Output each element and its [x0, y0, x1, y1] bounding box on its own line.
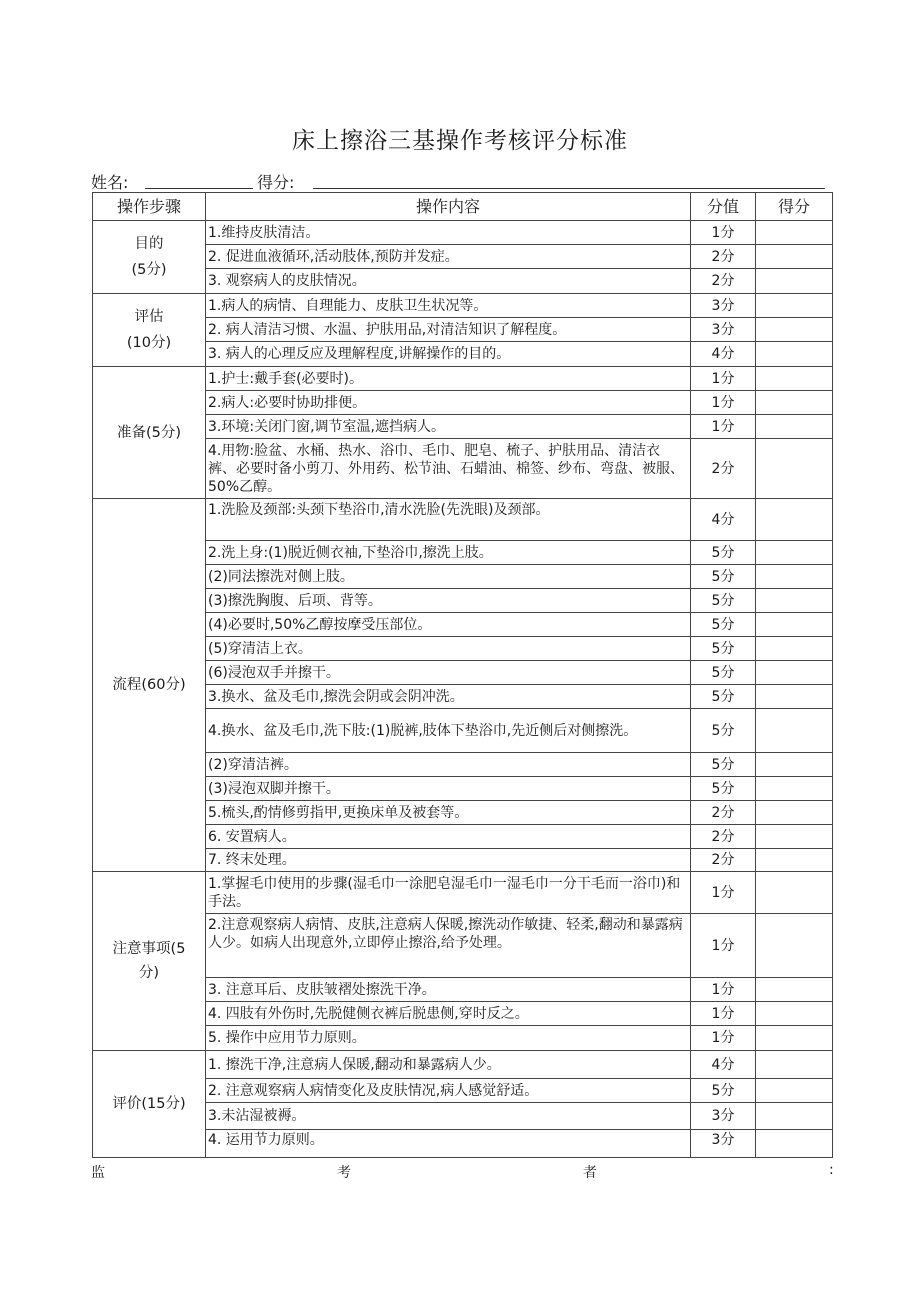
- score-cell[interactable]: [756, 872, 833, 914]
- row-content: 4. 运用节力原则。: [206, 1130, 691, 1158]
- footer-char: :: [829, 1162, 834, 1178]
- step-evaluate: 评价(15分): [93, 1051, 206, 1158]
- row-content: 2. 注意观察病人病情变化及皮肤情况,病人感觉舒适。: [206, 1079, 691, 1103]
- step-label: 分): [138, 965, 160, 981]
- step-prepare: 准备(5分): [93, 367, 206, 499]
- row-content: (6)浸泡双手并擦干。: [206, 661, 691, 685]
- row-points: 5分: [691, 1079, 756, 1103]
- step-notice: [93, 872, 206, 1051]
- step-assess: [93, 294, 206, 367]
- score-cell[interactable]: [756, 1002, 833, 1026]
- row-content: (4)必要时,50%乙醇按摩受压部位。: [206, 613, 691, 637]
- row-points: 2分: [691, 825, 756, 849]
- row-content: 3.环境:关闭门窗,调节室温,遮挡病人。: [206, 415, 691, 439]
- row-points: 5分: [691, 565, 756, 589]
- row-points: 2分: [691, 245, 756, 269]
- row-points: 4分: [691, 1051, 756, 1079]
- name-label: 姓名:: [91, 173, 129, 192]
- score-cell[interactable]: [756, 1103, 833, 1130]
- row-content: 4.用物:脸盆、水桶、热水、浴巾、毛巾、肥皂、梳子、护肤用品、清洁衣裤、必要时备小剪刀、外用药、松节油、石蜡油、棉签、纱布、弯盘、被服、50%乙醇。: [206, 439, 691, 499]
- row-content: 2.病人:必要时协助排便。: [206, 391, 691, 415]
- row-points: 5分: [691, 637, 756, 661]
- score-cell[interactable]: [756, 415, 833, 439]
- score-cell[interactable]: [756, 269, 833, 294]
- score-cell[interactable]: [756, 245, 833, 269]
- row-content: 2.注意观察病人病情、皮肤,注意病人保暖,擦洗动作敏捷、轻柔,翻动和暴露病人少。如病人出现意外,立即停止擦浴,给予处理。: [206, 914, 691, 978]
- score-label: 得分:: [257, 173, 295, 192]
- score-cell[interactable]: [756, 849, 833, 872]
- row-points: 1分: [691, 872, 756, 914]
- score-cell[interactable]: [756, 541, 833, 565]
- row-content: 1. 擦洗干净,注意病人保暖,翻动和暴露病人少。: [206, 1051, 691, 1079]
- footer-char: 考: [337, 1165, 351, 1181]
- step-label: (10分): [126, 335, 172, 351]
- header-step: 操作步骤: [93, 193, 206, 221]
- row-content: (2)穿清洁裤。: [206, 753, 691, 777]
- step-label: 评估: [134, 309, 164, 325]
- step-purpose: [93, 221, 206, 294]
- header-content: 操作内容: [206, 193, 691, 221]
- page-title: 床上擦浴三基操作考核评分标准: [292, 128, 628, 154]
- score-cell[interactable]: [756, 1051, 833, 1079]
- score-cell[interactable]: [756, 753, 833, 777]
- score-cell[interactable]: [756, 565, 833, 589]
- scoring-table: [92, 192, 833, 1158]
- score-field-line[interactable]: [313, 188, 825, 189]
- row-points: 1分: [691, 914, 756, 978]
- step-label: (5分): [131, 262, 167, 278]
- score-cell[interactable]: [756, 613, 833, 637]
- header-got: 得分: [756, 193, 833, 221]
- footer-char: 监: [91, 1165, 105, 1181]
- step-label: 注意事项(5: [112, 941, 186, 957]
- row-points: 5分: [691, 709, 756, 753]
- score-cell[interactable]: [756, 777, 833, 801]
- table-row: [93, 872, 833, 914]
- score-cell[interactable]: [756, 499, 833, 541]
- name-field-line[interactable]: [145, 188, 253, 189]
- table-row: [93, 221, 833, 245]
- row-content: 1.掌握毛巾使用的步骤(湿毛巾一涂肥皂湿毛巾一湿毛巾一分干毛而一浴巾)和手法。: [206, 872, 691, 914]
- row-content: 4.换水、盆及毛巾,洗下肢:(1)脱裤,肢体下垫浴巾,先近侧后对侧擦洗。: [206, 709, 691, 753]
- score-cell[interactable]: [756, 801, 833, 825]
- header-points: 分值: [691, 193, 756, 221]
- row-points: 5分: [691, 777, 756, 801]
- score-cell[interactable]: [756, 661, 833, 685]
- row-content: 2.洗上身:(1)脱近侧衣袖,下垫浴巾,擦洗上肢。: [206, 541, 691, 565]
- row-points: 1分: [691, 221, 756, 245]
- row-content: 5.梳头,酌情修剪指甲,更换床单及被套等。: [206, 801, 691, 825]
- row-content: 2. 促进血液循环,活动肢体,预防并发症。: [206, 245, 691, 269]
- row-points: 1分: [691, 391, 756, 415]
- row-points: 3分: [691, 318, 756, 342]
- score-cell[interactable]: [756, 439, 833, 499]
- step-label: 目的: [134, 236, 164, 252]
- row-points: 5分: [691, 685, 756, 709]
- row-content: (3)浸泡双脚并擦干。: [206, 777, 691, 801]
- score-cell[interactable]: [756, 294, 833, 318]
- score-cell[interactable]: [756, 1079, 833, 1103]
- row-content: (3)擦洗胸腹、后项、背等。: [206, 589, 691, 613]
- score-cell[interactable]: [756, 978, 833, 1002]
- score-cell[interactable]: [756, 637, 833, 661]
- row-points: 2分: [691, 801, 756, 825]
- row-content: 4. 四肢有外伤时,先脱健侧衣裤后脱患侧,穿时反之。: [206, 1002, 691, 1026]
- row-points: 5分: [691, 589, 756, 613]
- row-content: (2)同法擦洗对侧上肢。: [206, 565, 691, 589]
- row-points: 2分: [691, 849, 756, 872]
- row-points: 5分: [691, 753, 756, 777]
- score-cell[interactable]: [756, 367, 833, 391]
- row-points: 2分: [691, 269, 756, 294]
- row-content: 3. 注意耳后、皮肤皱褶处擦洗干净。: [206, 978, 691, 1002]
- score-cell[interactable]: [756, 685, 833, 709]
- row-content: 1.护士:戴手套(必要时)。: [206, 367, 691, 391]
- row-points: 5分: [691, 541, 756, 565]
- score-cell[interactable]: [756, 825, 833, 849]
- table-row: [93, 367, 833, 391]
- row-points: 4分: [691, 342, 756, 367]
- footer-char: 者: [583, 1165, 597, 1181]
- row-content: 6. 安置病人。: [206, 825, 691, 849]
- row-points: 1分: [691, 1002, 756, 1026]
- score-cell[interactable]: [756, 1130, 833, 1158]
- row-points: 1分: [691, 415, 756, 439]
- score-cell[interactable]: [756, 342, 833, 367]
- row-content: 1.洗脸及颈部:头颈下垫浴巾,清水洗脸(先洗眼)及颈部。: [206, 499, 691, 541]
- row-points: 2分: [691, 439, 756, 499]
- row-content: 2. 病人清洁习惯、水温、护肤用品,对清洁知识了解程度。: [206, 318, 691, 342]
- examiner-line: [91, 1162, 836, 1182]
- row-content: 1.病人的病情、自理能力、皮肤卫生状况等。: [206, 294, 691, 318]
- table-row: [93, 499, 833, 541]
- step-process: 流程(60分): [93, 499, 206, 872]
- row-content: 3.未沾湿被褥。: [206, 1103, 691, 1130]
- row-content: 1.维持皮肤清洁。: [206, 221, 691, 245]
- row-points: 1分: [691, 978, 756, 1002]
- table-row: [93, 1051, 833, 1079]
- row-content: 3. 病人的心理反应及理解程度,讲解操作的目的。: [206, 342, 691, 367]
- row-points: 3分: [691, 1130, 756, 1158]
- row-content: (5)穿清洁上衣。: [206, 637, 691, 661]
- row-content: 3.换水、盆及毛巾,擦洗会阴或会阴冲洗。: [206, 685, 691, 709]
- score-cell[interactable]: [756, 391, 833, 415]
- score-cell[interactable]: [756, 1026, 833, 1051]
- header-fields: [91, 170, 831, 190]
- table-row: [93, 294, 833, 318]
- score-cell[interactable]: [756, 709, 833, 753]
- row-points: 5分: [691, 661, 756, 685]
- score-cell[interactable]: [756, 589, 833, 613]
- row-content: 3. 观察病人的皮肤情况。: [206, 269, 691, 294]
- row-points: 3分: [691, 1103, 756, 1130]
- row-points: 1分: [691, 1026, 756, 1051]
- row-points: 1分: [691, 367, 756, 391]
- score-cell[interactable]: [756, 914, 833, 978]
- row-points: 4分: [691, 499, 756, 541]
- header-row: [93, 193, 833, 221]
- row-points: 3分: [691, 294, 756, 318]
- row-content: 5. 操作中应用节力原则。: [206, 1026, 691, 1051]
- row-content: 7. 终末处理。: [206, 849, 691, 872]
- row-points: 5分: [691, 613, 756, 637]
- score-cell[interactable]: [756, 221, 833, 245]
- score-cell[interactable]: [756, 318, 833, 342]
